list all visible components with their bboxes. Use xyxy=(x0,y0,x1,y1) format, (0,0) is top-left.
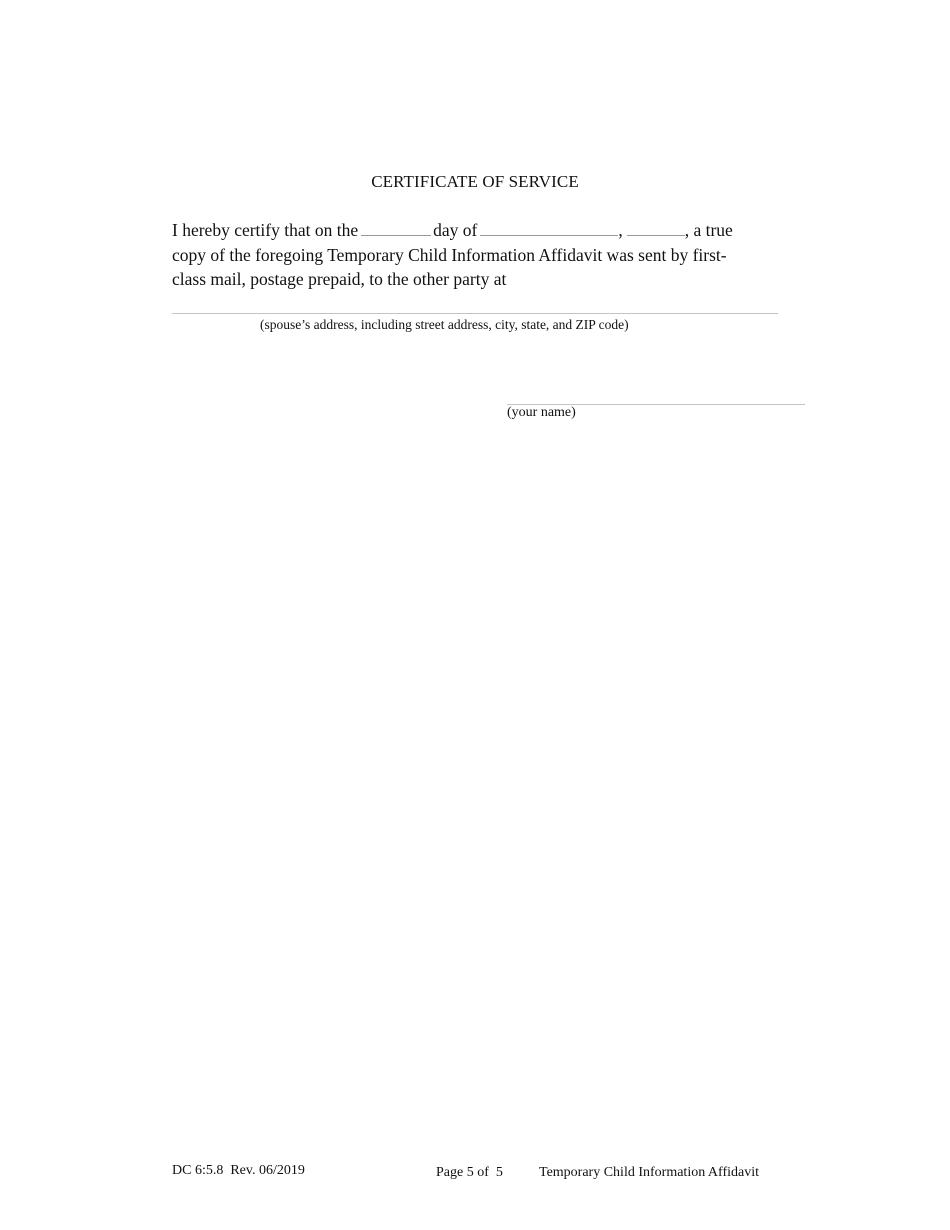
year-blank-field[interactable] xyxy=(627,221,685,236)
footer-form-id: DC 6:5.8 Rev. 06/2019 xyxy=(172,1163,305,1178)
day-of-text: day of xyxy=(433,220,478,240)
a-true-text: , a true xyxy=(684,220,733,240)
page-title: CERTIFICATE OF SERVICE xyxy=(371,172,579,191)
address-caption: (spouse’s address, including street address, city, state, and ZIP code) xyxy=(260,317,629,332)
footer-page-number: Page 5 of 5 xyxy=(436,1165,503,1180)
certify-text-line3: class mail, postage prepaid, to the other party at xyxy=(172,269,507,289)
certify-text-start: I hereby certify that on the xyxy=(172,220,359,240)
month-blank-field[interactable] xyxy=(480,221,618,236)
address-signature-line[interactable] xyxy=(172,313,778,314)
day-blank-field[interactable] xyxy=(361,221,431,236)
certification-paragraph xyxy=(172,218,772,292)
footer-form-title: Temporary Child Information Affidavit xyxy=(539,1165,759,1180)
comma-text: , xyxy=(618,220,623,240)
certify-text-line2: copy of the foregoing Temporary Child Information Affidavit was sent by first- xyxy=(172,244,727,265)
name-caption: (your name) xyxy=(507,405,576,420)
